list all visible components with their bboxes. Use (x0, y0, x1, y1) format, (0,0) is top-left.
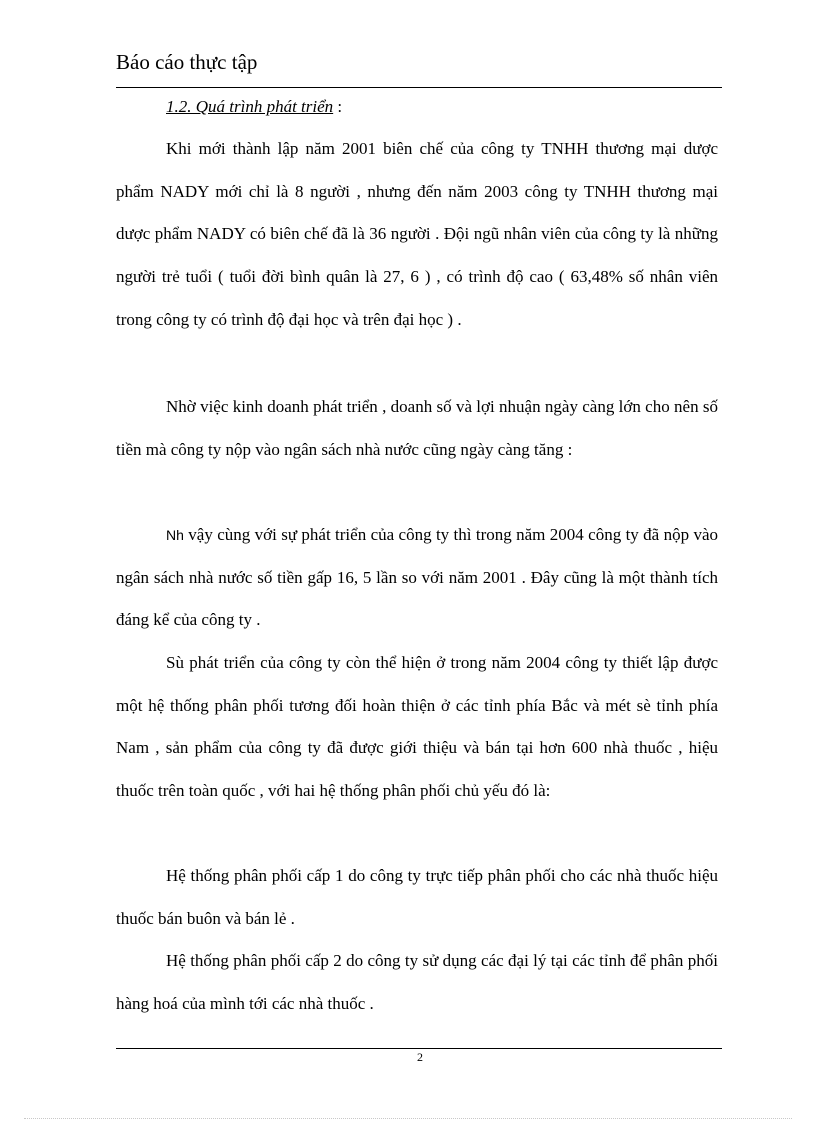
paragraph-distribution-system: Sù phát triển của công ty còn thể hiện ở trong năm 2004 công ty thiết lập được một hệ thống phân phối tương đối hoàn thiện ở các tỉnh phía Bắc và mét sè tỉnh phía Nam , sản phẩm của công ty đã được giới thiệu và bán tại hơn 600 nhà thuốc , hiệu thuốc trên toàn quốc , với hai hệ thống phân phối chủ yếu đó là: (116, 653, 718, 801)
header-title: Báo cáo thực tập (116, 50, 258, 74)
footer-divider (116, 1048, 722, 1049)
paragraph-staff-growth: Khi mới thành lập năm 2001 biên chế của công ty TNHH thương mại dược phẩm NADY mới chỉ là 8 người , nhưng đến năm 2003 công ty TNHH thương mại dược phẩm NADY có biên chế đã là 36 người . Đội ngũ nhân viên của công ty là những người trẻ tuổi ( tuổi đời bình quân là 27, 6 ) , có trình độ cao ( 63,48% số nhân viên trong công ty có trình độ đại học và trên đại học ) . (116, 139, 718, 329)
page-boundary-dots (24, 1118, 792, 1119)
page-number: 2 (417, 1050, 423, 1064)
paragraph-budget-text: vậy cùng với sự phát triển của công ty thì trong năm 2004 công ty đã nộp vào ngân sách nhà nước số tiền gấp 16, 5 lần so với năm 2001 . Đây cũng là một thành tích đáng kể của công ty . (116, 525, 718, 630)
header-divider (116, 87, 722, 88)
section-heading-text: 1.2. Quá trình phát triển (166, 97, 334, 116)
paragraph-budget-contribution (116, 514, 718, 642)
paragraph-lead-fragment: Nh (166, 527, 184, 543)
section-heading-suffix: : (333, 97, 343, 116)
paragraph-revenue-growth: Nhờ việc kinh doanh phát triển , doanh số và lợi nhuận ngày càng lớn cho nên số tiền mà công ty nộp vào ngân sách nhà nước cũng ngày càng tăng : (116, 397, 718, 459)
paragraph-distribution-level-2: Hệ thống phân phối cấp 2 do công ty sử dụng các đại lý tại các tỉnh để phân phối hàng hoá của mình tới các nhà thuốc . (116, 951, 718, 1013)
section-heading (166, 94, 342, 120)
paragraph-distribution-level-1: Hệ thống phân phối cấp 1 do công ty trực tiếp phân phối cho các nhà thuốc hiệu thuốc bán buôn và bán lẻ . (116, 866, 718, 928)
